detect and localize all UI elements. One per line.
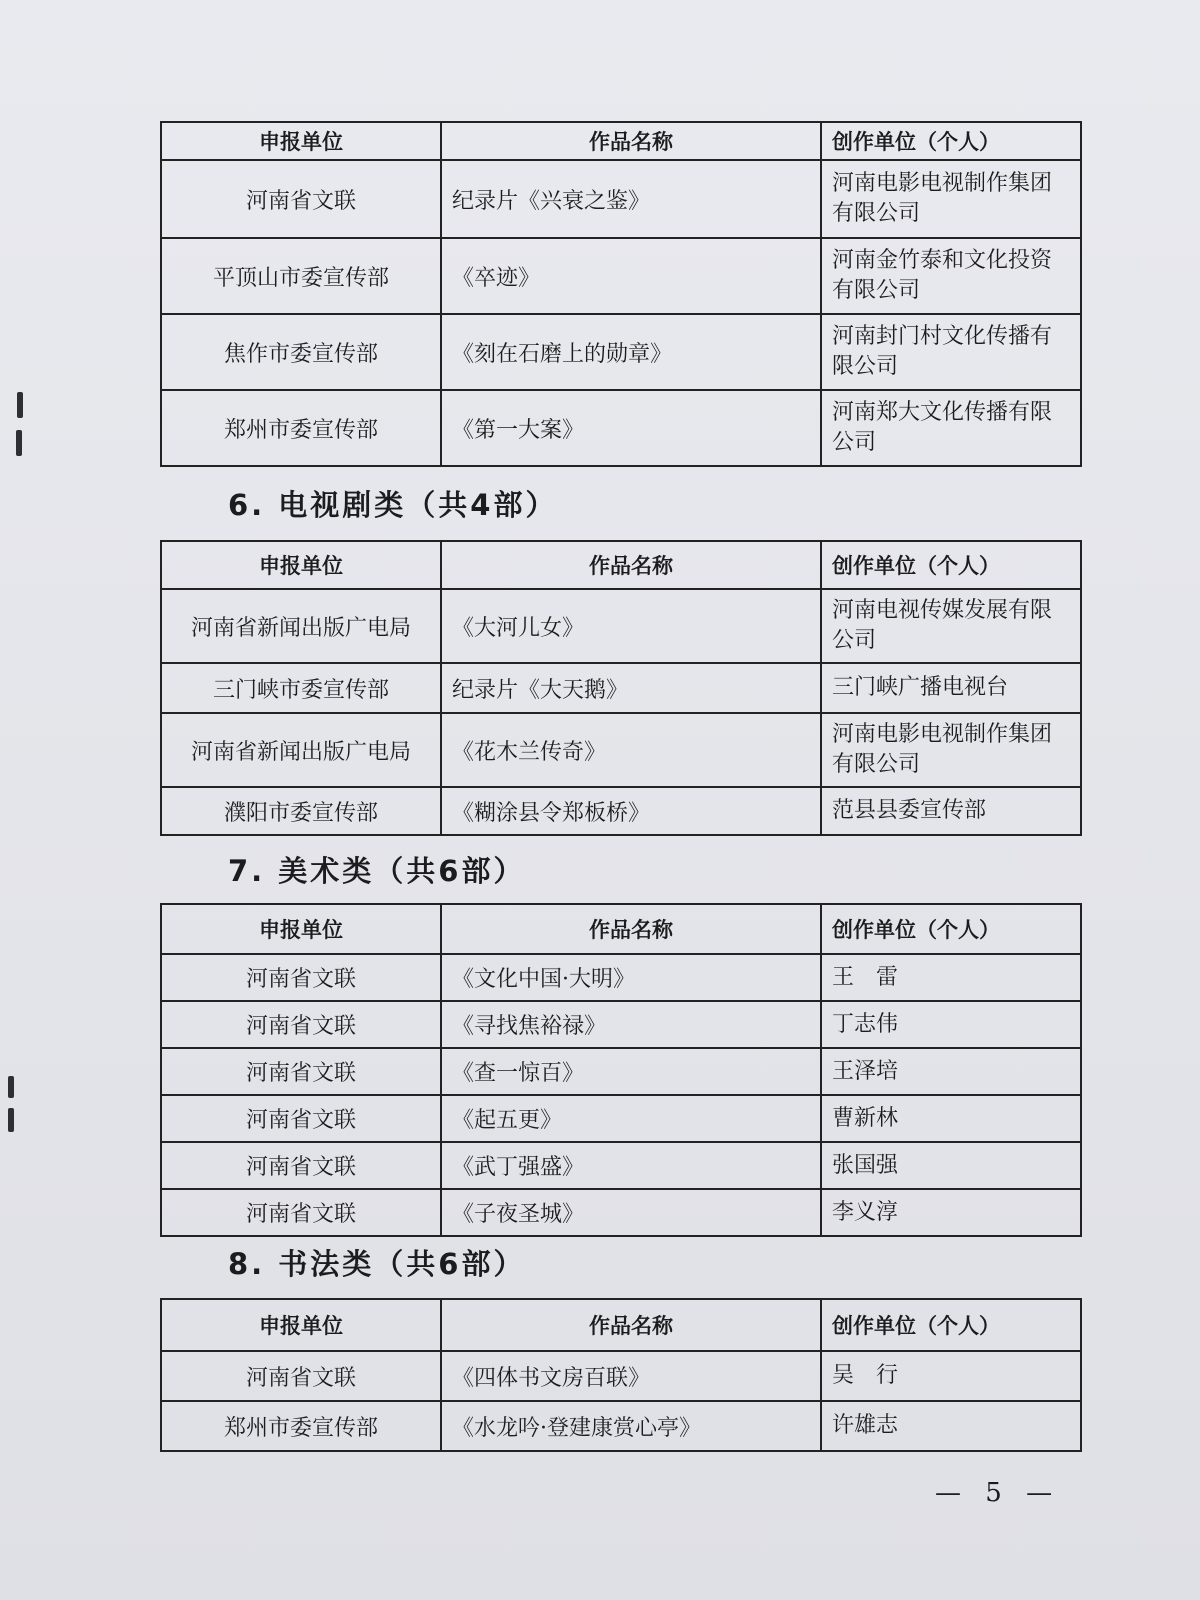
table-row	[161, 314, 1081, 390]
table-row	[161, 1351, 1081, 1401]
table-row	[161, 1401, 1081, 1451]
cell-creator: 张国强	[821, 1142, 1081, 1189]
cell-work: 《起五更》	[441, 1095, 821, 1142]
cell-unit: 三门峡市委宣传部	[161, 663, 441, 713]
cell-creator: 王泽培	[821, 1048, 1081, 1095]
table-row	[161, 663, 1081, 713]
table-row	[161, 1189, 1081, 1236]
cell-unit: 河南省新闻出版广电局	[161, 589, 441, 663]
cell-unit: 河南省文联	[161, 1142, 441, 1189]
table-fine-arts	[160, 903, 1082, 1237]
cell-creator: 曹新林	[821, 1095, 1081, 1142]
table-row	[161, 160, 1081, 238]
table-header-row	[161, 904, 1081, 954]
table-row	[161, 954, 1081, 1001]
table-row	[161, 589, 1081, 663]
cell-creator: 范县县委宣传部	[821, 787, 1081, 835]
table-row	[161, 713, 1081, 787]
cell-work: 《四体书文房百联》	[441, 1351, 821, 1401]
table-row	[161, 238, 1081, 314]
cell-work: 《武丁强盛》	[441, 1142, 821, 1189]
section-title-calligraphy: 8. 书法类（共6部）	[228, 1247, 526, 1281]
cell-creator: 河南封门村文化传播有限公司	[821, 314, 1081, 390]
table-row	[161, 787, 1081, 835]
staple-mark	[17, 392, 23, 418]
cell-unit: 河南省文联	[161, 1351, 441, 1401]
header-unit: 申报单位	[161, 904, 441, 954]
cell-unit: 郑州市委宣传部	[161, 390, 441, 466]
cell-creator: 河南郑大文化传播有限公司	[821, 390, 1081, 466]
table-tv-drama	[160, 540, 1082, 836]
cell-work: 《寻找焦裕禄》	[441, 1001, 821, 1048]
header-creator: 创作单位（个人）	[821, 541, 1081, 589]
cell-unit: 河南省文联	[161, 1001, 441, 1048]
cell-creator: 王 雷	[821, 954, 1081, 1001]
cell-creator: 吴 行	[821, 1351, 1081, 1401]
cell-work: 《查一惊百》	[441, 1048, 821, 1095]
cell-creator: 河南金竹泰和文化投资有限公司	[821, 238, 1081, 314]
page-number: — 5 —	[935, 1478, 1061, 1508]
cell-unit: 焦作市委宣传部	[161, 314, 441, 390]
table-row	[161, 1001, 1081, 1048]
table-row	[161, 1095, 1081, 1142]
table-calligraphy	[160, 1298, 1082, 1452]
cell-work: 纪录片《兴衰之鉴》	[441, 160, 821, 238]
cell-unit: 河南省文联	[161, 1095, 441, 1142]
cell-work: 《第一大案》	[441, 390, 821, 466]
cell-work: 纪录片《大天鹅》	[441, 663, 821, 713]
header-unit: 申报单位	[161, 541, 441, 589]
table-row	[161, 1142, 1081, 1189]
cell-work: 《大河儿女》	[441, 589, 821, 663]
table-header-row	[161, 122, 1081, 160]
table-row	[161, 1048, 1081, 1095]
header-creator: 创作单位（个人）	[821, 904, 1081, 954]
staple-mark	[16, 430, 22, 456]
cell-work: 《卒迹》	[441, 238, 821, 314]
cell-unit: 河南省文联	[161, 160, 441, 238]
cell-work: 《文化中国·大明》	[441, 954, 821, 1001]
table-continued	[160, 121, 1082, 467]
header-creator: 创作单位（个人）	[821, 1299, 1081, 1351]
cell-unit: 河南省文联	[161, 1189, 441, 1236]
cell-unit: 河南省新闻出版广电局	[161, 713, 441, 787]
cell-unit: 河南省文联	[161, 954, 441, 1001]
cell-unit: 濮阳市委宣传部	[161, 787, 441, 835]
table-header-row	[161, 1299, 1081, 1351]
table-row	[161, 390, 1081, 466]
header-unit: 申报单位	[161, 1299, 441, 1351]
section-title-tv-drama: 6. 电视剧类（共4部）	[228, 488, 558, 522]
cell-work: 《糊涂县令郑板桥》	[441, 787, 821, 835]
cell-work: 《子夜圣城》	[441, 1189, 821, 1236]
cell-creator: 许雄志	[821, 1401, 1081, 1451]
header-unit: 申报单位	[161, 122, 441, 160]
staple-mark	[8, 1076, 14, 1098]
header-work: 作品名称	[441, 904, 821, 954]
cell-work: 《水龙吟·登建康赏心亭》	[441, 1401, 821, 1451]
cell-unit: 平顶山市委宣传部	[161, 238, 441, 314]
cell-creator: 三门峡广播电视台	[821, 663, 1081, 713]
cell-work: 《花木兰传奇》	[441, 713, 821, 787]
cell-creator: 河南电影电视制作集团有限公司	[821, 160, 1081, 238]
staple-mark	[8, 1108, 14, 1132]
header-work: 作品名称	[441, 1299, 821, 1351]
cell-creator: 丁志伟	[821, 1001, 1081, 1048]
cell-unit: 河南省文联	[161, 1048, 441, 1095]
cell-creator: 李义淳	[821, 1189, 1081, 1236]
cell-creator: 河南电影电视制作集团有限公司	[821, 713, 1081, 787]
header-creator: 创作单位（个人）	[821, 122, 1081, 160]
table-header-row	[161, 541, 1081, 589]
header-work: 作品名称	[441, 541, 821, 589]
cell-creator: 河南电视传媒发展有限公司	[821, 589, 1081, 663]
header-work: 作品名称	[441, 122, 821, 160]
cell-work: 《刻在石磨上的勋章》	[441, 314, 821, 390]
section-title-fine-arts: 7. 美术类（共6部）	[228, 854, 526, 888]
cell-unit: 郑州市委宣传部	[161, 1401, 441, 1451]
